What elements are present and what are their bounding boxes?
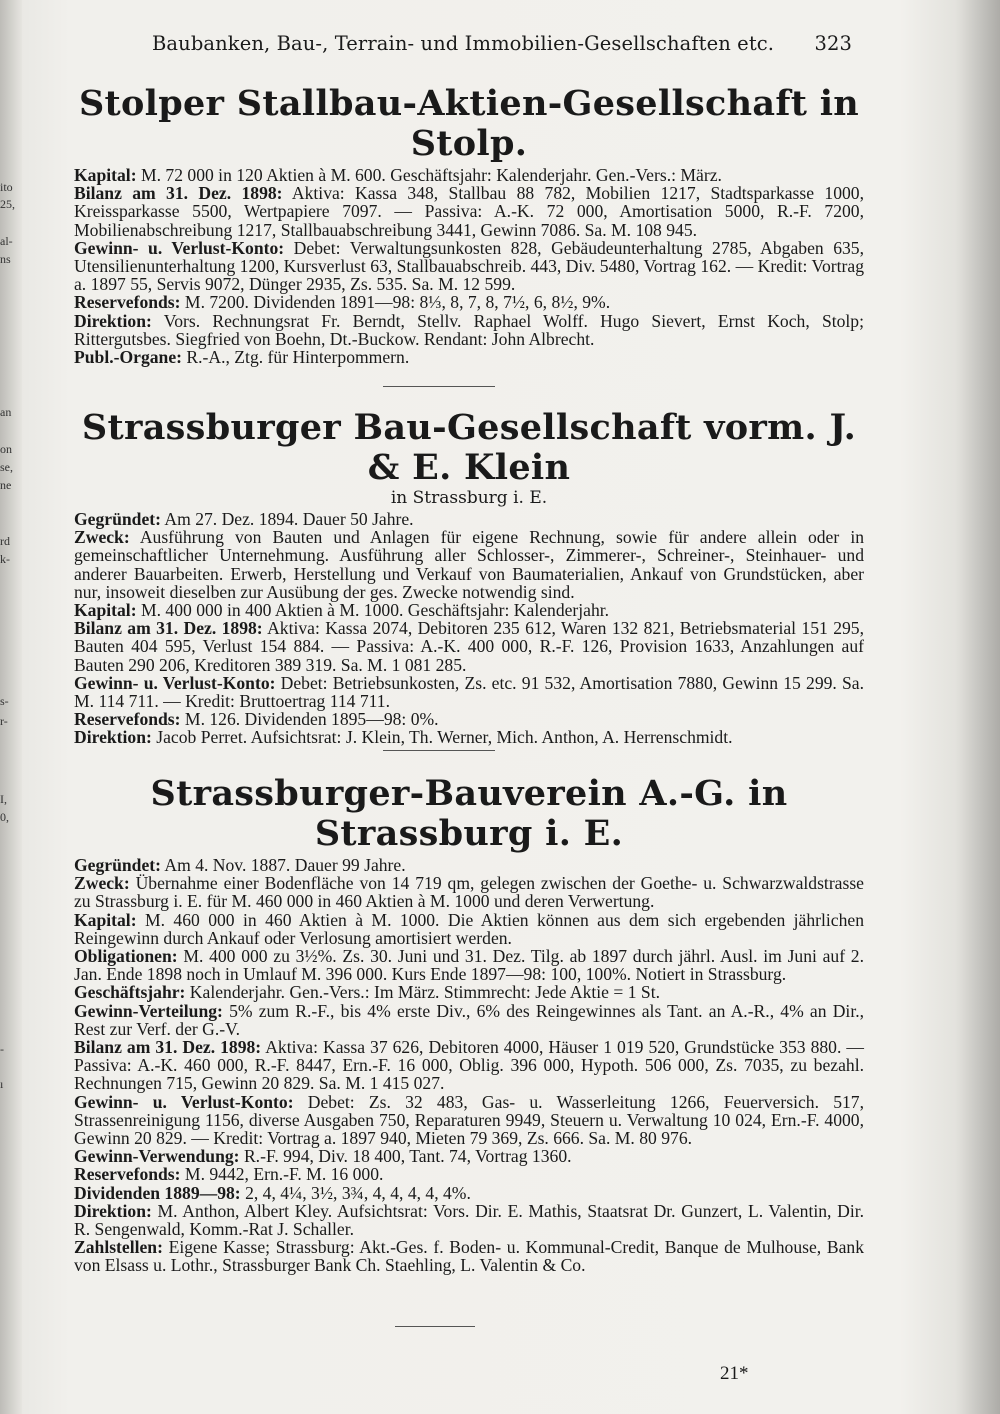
paragraph-key: Gegründet: xyxy=(74,855,161,875)
paragraph-key: Publ.-Organe: xyxy=(74,347,183,368)
entry-paragraph xyxy=(74,1202,864,1238)
gutter-fragment: r- xyxy=(0,714,8,728)
paragraph-key: Gegründet: xyxy=(74,509,161,529)
paragraph-text: Debet: Betriebsunkosten, Zs. etc. 91 532, Amortisation 7880, Gewinn 15 299. Sa. M. 114 711. — Kredit: Bruttoertrag 114 711. xyxy=(74,672,864,712)
paragraph-text: Jacob Perret. Aufsichtsrat: J. Klein, Th. Werner, Mich. Anthon, A. Herrenschmidt. xyxy=(151,727,733,748)
entry-paragraph xyxy=(74,619,864,674)
entry-paragraph xyxy=(74,674,864,710)
gutter-fragment: ns xyxy=(0,252,11,266)
company-entry-stolper xyxy=(74,84,864,366)
right-edge-shadow xyxy=(955,0,1000,1414)
entry-paragraph xyxy=(74,601,864,619)
entry-paragraph xyxy=(74,293,864,311)
paragraph-key: Dividenden 1889—98: xyxy=(74,1182,241,1203)
paragraph-key: Bilanz am 31. Dez. 1898: xyxy=(74,183,283,204)
paragraph-key: Gewinn- u. Verlust-Konto: xyxy=(74,237,285,258)
paragraph-key: Zweck: xyxy=(74,873,130,894)
gutter-fragment: - xyxy=(0,1042,4,1056)
gutter-fragment: rd xyxy=(0,534,10,548)
entry-paragraph xyxy=(74,728,864,746)
gutter-fragment: I, xyxy=(0,792,7,806)
paragraph-text: 5% zum R.-F., bis 4% erste Div., 6% des Reingewinnes als Tant. an A.-R., 4% an Dir., Rest zur Verf. der G.-V. xyxy=(74,1000,864,1039)
paragraph-text: M. 460 000 in 460 Aktien à M. 1000. Die Aktien können aus dem sich ergebenden jährlichen Reingewinn durch Ankauf oder Verlosung amortisiert werden. xyxy=(74,909,864,948)
paragraph-key: Gewinn- u. Verlust-Konto: xyxy=(74,1091,294,1112)
gutter-fragment: 25, xyxy=(0,197,15,211)
paragraph-text: Vors. Rechnungsrat Fr. Berndt, Stellv. Raphael Wolff. Hugo Sievert, Ernst Koch, Stolp; Rittergutsbes. Siegfried von Boehn, Dt.-Buckow. Rendant: John Albrecht. xyxy=(74,310,864,349)
page-number: 323 xyxy=(814,32,852,55)
entry-paragraph xyxy=(74,1184,864,1202)
paragraph-key: Reservefonds: xyxy=(74,292,181,313)
section-divider xyxy=(383,750,495,751)
paragraph-key: Reservefonds: xyxy=(74,1164,181,1185)
paragraph-key: Obligationen: xyxy=(74,946,178,967)
paragraph-text: 2, 4, 4¼, 3½, 3¾, 4, 4, 4, 4, 4%. xyxy=(240,1182,471,1203)
entry-paragraph xyxy=(74,528,864,601)
gutter-fragment: 0, xyxy=(0,810,9,824)
entry-paragraph xyxy=(74,911,864,947)
paragraph-text: Aktiva: Kassa 348, Stallbau 88 782, Mobilien 1217, Stadtsparkasse 1000, Kreissparkasse 5500, Wertpapiere 7097. — Passiva: A.-K. 72 000, Amortisation 5000, R.-F. 7200, Mobilienabschreibung 1217, Stallbauabschreibung 3441, Gewinn 7086. Sa. M. 108 945. xyxy=(74,183,864,240)
paragraph-text: M. Anthon, Albert Kley. Aufsichtsrat: Vors. Dir. E. Mathis, Staatsrat Dr. Gunzert, L. Valentin, Dir. R. Sengenwald, Komm.-Rat J. Schaller. xyxy=(74,1200,864,1240)
entry-paragraph xyxy=(74,1038,864,1093)
paragraph-key: Kapital: xyxy=(74,909,137,930)
paragraph-text: Aktiva: Kassa 37 626, Debitoren 4000, Häuser 1 019 520, Grundstücke 353 880. — Passiva: A.-K. 460 000, R.-F. 8447, Ern.-F. 16 000, Oblig. 396 000, Hypoth. 506 000, Zs. 7035, zu bezahl. Rechnungen 715, Gewinn 20 829. Sa. M. 1 415 027. xyxy=(74,1037,864,1094)
paragraph-text: Debet: Verwaltungsunkosten 828, Gebäudeunterhaltung 2785, Abgaben 635, Utensilienunterhaltung 1200, Kursverlust 63, Stallbauabschreib. 443, Div. 5480, Vortrag 162. — Kredit: Vortrag a. 1897 55, Servis 9072, Dünger 2935, Zs. 535. Sa. M. 12 599. xyxy=(74,237,865,295)
entry-paragraph xyxy=(74,1147,864,1165)
section-divider xyxy=(383,386,495,387)
entry-paragraph xyxy=(74,856,864,874)
gutter-fragment: k- xyxy=(0,552,10,566)
paragraph-text: Eigene Kasse; Strassburg: Akt.-Ges. f. Boden- u. Kommunal-Credit, Banque de Mulhouse, Bank von Elsass u. Lothr., Strassburger Bank Ch. Staehling, L. Valentin & Co. xyxy=(74,1237,864,1276)
entry-paragraph xyxy=(74,1165,864,1183)
entry-paragraph xyxy=(74,312,864,348)
company-title: Strassburger-Bauverein A.-G. in Strassburg i. E. xyxy=(150,773,788,854)
paragraph-key: Gewinn-Verwendung: xyxy=(74,1146,240,1167)
gutter-fragment: ne xyxy=(0,478,12,492)
entry-body xyxy=(74,510,864,747)
left-gutter-previous-page xyxy=(0,0,22,1414)
entry-body xyxy=(74,166,864,366)
entry-paragraph xyxy=(74,983,864,1001)
paragraph-text: R.-F. 994, Div. 18 400, Tant. 74, Vortrag 1360. xyxy=(239,1146,572,1167)
paragraph-key: Direktion: xyxy=(74,310,152,331)
paragraph-key: Direktion: xyxy=(74,1200,152,1221)
paragraph-text: R.-A., Ztg. für Hinterpommern. xyxy=(182,347,410,368)
paragraph-key: Direktion: xyxy=(74,727,152,748)
company-title: Strassburger Bau-Gesellschaft vorm. J. & E. Klein xyxy=(81,407,857,488)
paragraph-text: Aktiva: Kassa 2074, Debitoren 235 612, Waren 132 821, Betriebsmaterial 151 295, Bauten 404 595, Verlust 154 884. — Passiva: A.-K. 400 000, R.-F. 126, Provision 1633, Anzahlungen auf Bauten 290 206, Kreditoren 389 319. Sa. M. 1 081 285. xyxy=(74,618,864,675)
entry-paragraph xyxy=(74,510,864,528)
paragraph-key: Gewinn-Verteilung: xyxy=(74,1000,223,1021)
company-entry-strassburger-bau-gesellschaft xyxy=(74,408,864,747)
paragraph-text: M. 72 000 in 120 Aktien à M. 600. Geschäftsjahr: Kalenderjahr. Gen.-Vers.: März. xyxy=(136,165,722,185)
signature-mark: 21* xyxy=(720,1363,749,1384)
paragraph-key: Reservefonds: xyxy=(74,709,181,730)
entry-paragraph xyxy=(74,166,864,184)
gutter-fragment: on xyxy=(0,442,12,456)
paragraph-key: Gewinn- u. Verlust-Konto: xyxy=(74,672,276,693)
gutter-fragment: al- xyxy=(0,234,13,248)
entry-paragraph xyxy=(74,1093,864,1148)
paragraph-key: Geschäftsjahr: xyxy=(74,982,186,1003)
gutter-fragment: ı xyxy=(0,1077,4,1091)
paragraph-text: M. 7200. Dividenden 1891—98: 8⅓, 8, 7, 8, 7½, 6, 8½, 9%. xyxy=(180,292,611,313)
paragraph-text: Kalenderjahr. Gen.-Vers.: Im März. Stimmrecht: Jede Aktie = 1 St. xyxy=(185,982,660,1003)
entry-paragraph xyxy=(74,1002,864,1038)
entry-paragraph xyxy=(74,348,864,366)
paragraph-text: Am 4. Nov. 1887. Dauer 99 Jahre. xyxy=(160,855,406,875)
company-title: Stolper Stallbau-Aktien-Gesellschaft in Stolp. xyxy=(78,83,860,164)
entry-paragraph xyxy=(74,710,864,728)
paragraph-key: Zahlstellen: xyxy=(74,1237,163,1258)
paragraph-text: Am 27. Dez. 1894. Dauer 50 Jahre. xyxy=(160,509,414,529)
paragraph-text: M. 400 000 in 400 Aktien à M. 1000. Geschäftsjahr: Kalenderjahr. xyxy=(136,600,610,621)
paragraph-key: Kapital: xyxy=(74,600,137,621)
paragraph-text: Ausführung von Bauten und Anlagen für eigene Rechnung, sowie für andere allein oder in gemeinschaftlicher Unternehmung. Ausführung aller Schlosser-, Zimmerer-, Schreiner-, Steinhauer- und anderer Bauarbeiten. Erwerb, Herstellung und Verkauf von Baumaterialien, Ankauf von Grundstücken, aber nur, insoweit dieselben zur Ausübung der ges. Zwecke notwendig sind. xyxy=(74,527,864,602)
running-header xyxy=(152,32,852,55)
paragraph-key: Kapital: xyxy=(74,165,137,185)
company-entry-strassburger-bauverein xyxy=(74,774,864,1275)
end-divider xyxy=(395,1326,475,1327)
paragraph-text: M. 126. Dividenden 1895—98: 0%. xyxy=(180,709,439,730)
paragraph-text: M. 400 000 zu 3½%. Zs. 30. Juni und 31. Dez. Tilg. ab 1897 durch jährl. Ausl. im Juni auf 2. Jan. Ende 1898 noch in Umlauf M. 396 000. Kurs Ende 1897—98: 100, 100%. Notiert in Strassburg. xyxy=(74,946,864,985)
paragraph-text: Debet: Zs. 32 483, Gas- u. Wasserleitung 1266, Feuerversich. 517, Strassenreinigung 1156, diverse Ausgaben 750, Reparaturen 9949, Steuern u. Verwaltung 10 024, Ern.-F. 4000, Gewinn 20 829. — Kredit: Vortrag a. 1897 940, Mieten 79 369, Zs. 666. Sa. M. 80 976. xyxy=(74,1091,865,1149)
paragraph-text: M. 9442, Ern.-F. M. 16 000. xyxy=(180,1164,384,1185)
entry-paragraph xyxy=(74,184,864,239)
gutter-fragment: an xyxy=(0,405,12,419)
entry-paragraph xyxy=(74,239,864,294)
entry-paragraph xyxy=(74,874,864,910)
entry-paragraph xyxy=(74,947,864,983)
paragraph-key: Bilanz am 31. Dez. 1898: xyxy=(74,1037,262,1058)
gutter-fragment: s- xyxy=(0,694,9,708)
company-location: in Strassburg i. E. xyxy=(390,488,548,508)
paragraph-text: Übernahme einer Bodenfläche von 14 719 qm, gelegen zwischen der Goethe- u. Schwarzwaldstrasse zu Strassburg i. E. für M. 460 000 in 460 Aktien à M. 1000 und deren Verwertung. xyxy=(74,873,864,912)
entry-paragraph xyxy=(74,1238,864,1274)
entry-body xyxy=(74,856,864,1275)
paragraph-key: Bilanz am 31. Dez. 1898: xyxy=(74,618,263,639)
gutter-fragment: ito xyxy=(0,180,13,194)
paragraph-key: Zweck: xyxy=(74,527,130,548)
gutter-fragment: se, xyxy=(0,460,13,474)
running-title: Baubanken, Bau-, Terrain- und Immobilien-Gesellschaften etc. xyxy=(152,32,775,55)
